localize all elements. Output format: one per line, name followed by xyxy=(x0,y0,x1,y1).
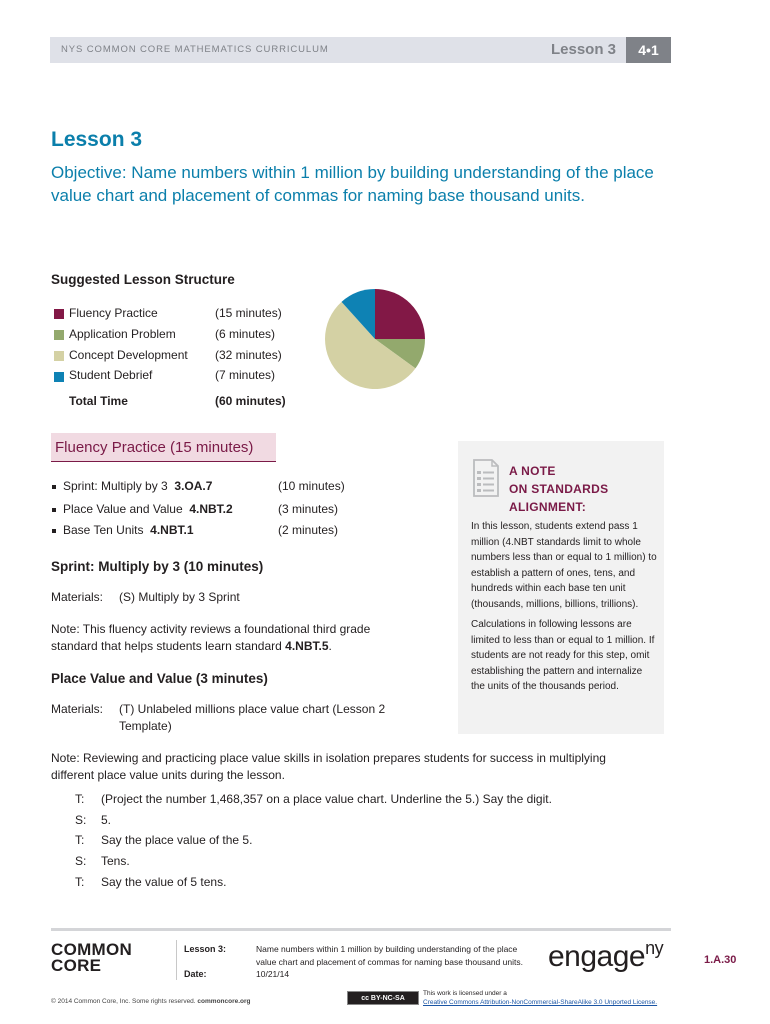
legend-swatch-concept xyxy=(54,351,64,361)
grade-module-tag: 4•1 xyxy=(626,37,671,63)
legend-label-application: Application Problem xyxy=(69,327,176,341)
pv-heading: Place Value and Value (3 minutes) xyxy=(51,671,268,686)
legend-label-debrief: Student Debrief xyxy=(69,368,153,382)
logo-line: COMMON xyxy=(51,940,133,959)
copyright xyxy=(51,998,251,1005)
dialogue-text: Tens. xyxy=(101,854,130,868)
page-title: Lesson 3 xyxy=(51,128,143,151)
copyright-text: © 2014 Common Core, Inc. Some rights reserved. xyxy=(51,998,196,1005)
bullet-standard: 4.NBT.2 xyxy=(189,502,233,516)
legend-label-concept: Concept Development xyxy=(69,348,188,362)
note-paragraph-2: Calculations in following lessons are limited to less than or equal to 1 million. If students are not ready for this step, omit establishing the pattern and internalize the units of the thousands period. xyxy=(471,619,655,693)
bullet-standard: 3.OA.7 xyxy=(174,479,213,493)
copyright-link[interactable]: commoncore.org xyxy=(197,998,251,1005)
common-core-logo xyxy=(51,942,132,974)
dialogue-text: (Project the number 1,468,357 on a place value chart. Underline the 5.) Say the digit. xyxy=(101,792,552,806)
fluency-bullet-pv-minutes: (3 minutes) xyxy=(278,502,339,516)
sprint-note-line2 xyxy=(51,638,332,655)
bullet-label: Base Ten Units xyxy=(63,523,144,537)
bullet-label: Sprint: Multiply by 3 xyxy=(63,479,168,493)
document-icon xyxy=(472,459,500,497)
sprint-materials: (S) Multiply by 3 Sprint xyxy=(119,590,240,604)
brand-sup: ny xyxy=(645,938,664,958)
note-standard: 4.NBT.5 xyxy=(285,639,329,653)
dialogue-text: Say the value of 5 tens. xyxy=(101,875,227,889)
footer-separator xyxy=(176,940,177,980)
dialogue-speaker: S: xyxy=(75,813,87,827)
objective: Objective: Name numbers within 1 million by building understanding of the place value chart and placement of commas for naming base thousand units. xyxy=(51,163,654,205)
note-title xyxy=(509,462,629,516)
logo-line: CORE xyxy=(51,956,102,975)
legend-swatch-fluency xyxy=(54,309,64,319)
fluency-bullet-base-ten xyxy=(52,523,194,537)
pv-note-line2: different place value units during the lesson. xyxy=(51,768,285,782)
note-title-line: ALIGNMENT: xyxy=(509,500,586,514)
dialogue-speaker: T: xyxy=(75,792,85,806)
total-time-label: Total Time xyxy=(69,394,128,408)
brand-text: engage xyxy=(548,940,646,973)
fluency-bullet-base-ten-minutes: (2 minutes) xyxy=(278,523,339,537)
footer-description xyxy=(256,943,556,981)
note-end: . xyxy=(328,639,332,653)
curriculum-label: NYS COMMON CORE MATHEMATICS CURRICULUM xyxy=(61,44,329,55)
engageny-logo xyxy=(548,938,663,974)
legend-label-fluency: Fluency Practice xyxy=(69,306,158,320)
bullet-label: Place Value and Value xyxy=(63,502,183,516)
page-number: 1.A.30 xyxy=(704,954,737,966)
legend-swatch-debrief xyxy=(54,372,64,382)
bullet-standard: 4.NBT.1 xyxy=(150,523,194,537)
legend-swatch-application xyxy=(54,330,64,340)
sprint-note-line1: Note: This fluency activity reviews a foundational third grade xyxy=(51,622,371,636)
pv-note-line1: Note: Reviewing and practicing place value skills in isolation prepares students for success in multiplying xyxy=(51,751,606,765)
lesson-pie-chart xyxy=(324,288,426,390)
note-title-line: ON STANDARDS xyxy=(509,482,609,496)
pie-slice-fluency-practice xyxy=(375,289,425,339)
legend-minutes-fluency: (15 minutes) xyxy=(215,306,282,320)
footer-desc-line: value chart and placement of commas for naming base thousand units. xyxy=(256,956,523,967)
dialogue-speaker: T: xyxy=(75,833,85,847)
dialogue-speaker: T: xyxy=(75,875,85,889)
footer-desc-line: Name numbers within 1 million by building understanding of the place xyxy=(256,944,518,954)
note-paragraph-1: In this lesson, students extend pass 1 million (4.NBT standards limit to whole numbers less than or equal to 1 million) to establish a pattern of ones, tens, and hundreds within each base ten unit (thousands, millions, billions, trillions). xyxy=(471,521,657,610)
bullet-icon xyxy=(52,485,56,489)
legend-minutes-concept: (32 minutes) xyxy=(215,348,282,362)
sprint-heading: Sprint: Multiply by 3 (10 minutes) xyxy=(51,559,264,574)
pv-materials-line2: Template) xyxy=(119,719,172,733)
cc-license-badge[interactable]: cc BY-NC-SA xyxy=(347,991,419,1005)
footer-divider xyxy=(51,928,671,931)
structure-heading: Suggested Lesson Structure xyxy=(51,272,235,287)
fluency-heading: Fluency Practice (15 minutes) xyxy=(55,439,254,456)
dialogue-text: Say the place value of the 5. xyxy=(101,833,253,847)
legend-minutes-debrief: (7 minutes) xyxy=(215,368,276,382)
note-text: standard that helps students learn standard xyxy=(51,639,282,653)
license-text: This work is licensed under a xyxy=(423,990,507,997)
note-title-line: A NOTE xyxy=(509,464,556,478)
footer-lesson-label: Lesson 3: xyxy=(184,944,227,954)
dialogue-speaker: S: xyxy=(75,854,87,868)
sprint-materials-label: Materials: xyxy=(51,590,104,604)
bullet-icon xyxy=(52,508,56,512)
lesson-tag: Lesson 3 xyxy=(550,41,616,58)
pv-materials-label: Materials: xyxy=(51,702,104,716)
total-time-minutes: (60 minutes) xyxy=(215,394,286,408)
fluency-bullet-sprint-minutes: (10 minutes) xyxy=(278,479,345,493)
footer-date-label: Date: xyxy=(184,969,207,979)
legend-minutes-application: (6 minutes) xyxy=(215,327,276,341)
footer-date: 10/21/14 xyxy=(256,969,290,979)
fluency-bullet-pv xyxy=(52,502,233,516)
dialogue-text: 5. xyxy=(101,813,112,827)
pv-materials-line1: (T) Unlabeled millions place value chart (Lesson 2 xyxy=(119,702,386,716)
fluency-bullet-sprint xyxy=(52,479,212,493)
license-link[interactable]: Creative Commons Attribution-NonCommercial-ShareAlike 3.0 Unported License. xyxy=(423,999,658,1006)
bullet-icon xyxy=(52,529,56,533)
